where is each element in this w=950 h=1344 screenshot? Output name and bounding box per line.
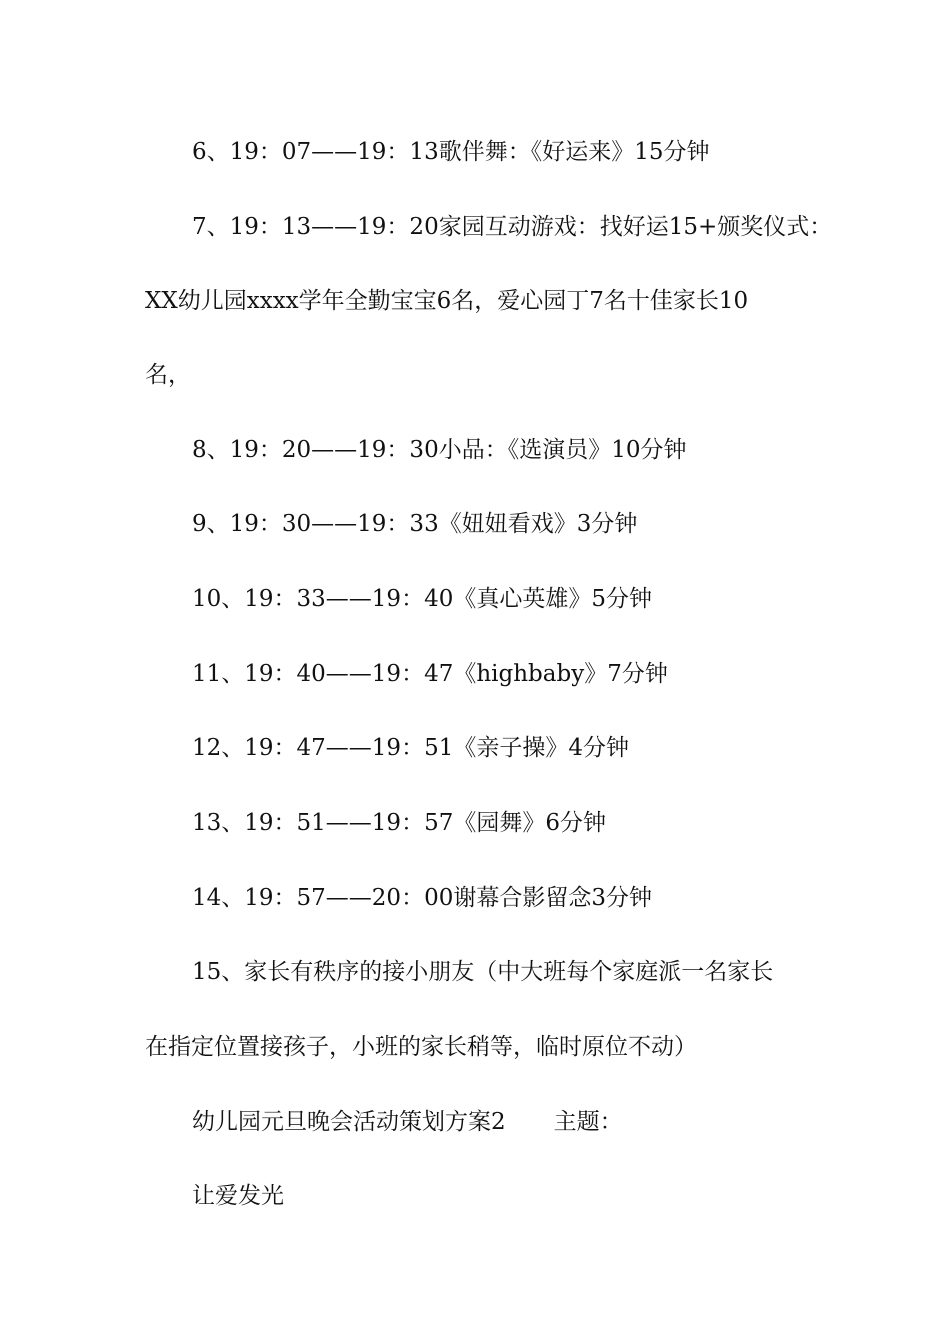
- theme-label: 主题：: [553, 1109, 623, 1135]
- program-item-15: 15、家长有秩序的接小朋友（中大班每个家庭派一名家长: [192, 959, 774, 985]
- program-item-14: 14、19：57——20：00谢幕合影留念3分钟: [192, 885, 652, 911]
- program-item-7-continuation-end: 名，: [145, 362, 191, 388]
- program-item-6: 6、19：07——19：13歌伴舞：《好运来》15分钟: [192, 139, 710, 165]
- program-item-7-continuation: XX幼儿园xxxx学年全勤宝宝6名，爱心园丁7名十佳家长10: [145, 288, 749, 314]
- program-item-8: 8、19：20——19：30小品：《选演员》10分钟: [192, 437, 687, 463]
- program-item-13: 13、19：51——19：57《园舞》6分钟: [192, 810, 606, 836]
- program-item-9: 9、19：30——19：33《妞妞看戏》3分钟: [192, 511, 638, 537]
- program-item-10: 10、19：33——19：40《真心英雄》5分钟: [192, 586, 652, 612]
- program-item-7: 7、19：13——19：20家园互动游戏：找好运15+颁奖仪式：: [192, 214, 833, 240]
- plan-title: 幼儿园元旦晚会活动策划方案2: [192, 1109, 506, 1135]
- program-item-12: 12、19：47——19：51《亲子操》4分钟: [192, 735, 629, 761]
- theme-text: 让爱发光: [192, 1183, 284, 1209]
- program-item-11: 11、19：40——19：47《highbaby》7分钟: [192, 661, 668, 687]
- program-item-15-continuation: 在指定位置接孩子，小班的家长稍等，临时原位不动）: [145, 1034, 697, 1060]
- plan-heading-line: [192, 1106, 872, 1138]
